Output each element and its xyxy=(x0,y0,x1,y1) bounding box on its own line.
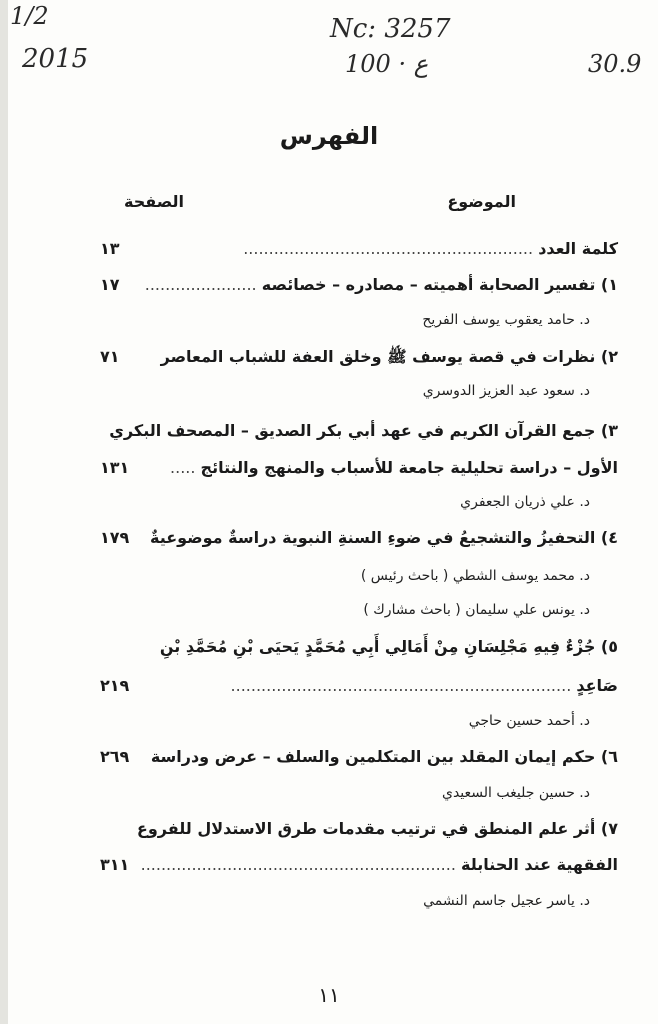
toc-entry-title-continued: الأول – دراسة تحليلية جامعة للأسباب والمنهج والنتائج ..... xyxy=(170,458,618,477)
handwritten-code: 30.9 xyxy=(588,50,642,78)
toc-entry-author: د. حامد يعقوب يوسف الفريح xyxy=(422,312,590,328)
page-title: الفهرس xyxy=(279,122,379,150)
page-number: ١١ xyxy=(318,983,340,1007)
toc-entry-author: د. حسين جليغب السعيدي xyxy=(441,785,590,801)
toc-entry-title-continued: صَاعِدٍ ................................................................... xyxy=(230,676,618,695)
toc-entry-author: د. يونس علي سليمان ( باحث مشارك ) xyxy=(363,602,590,618)
toc-entry-page: ١٧٩ xyxy=(100,528,130,547)
handwritten-note: 1/2 xyxy=(10,2,49,30)
toc-entry-title: كلمة العدد ......................................................... xyxy=(243,239,618,258)
toc-entry-title: ٦) حكم إيمان المقلد بين المتكلمين والسلف – عرض ودراسة xyxy=(150,747,618,766)
toc-entry-title-continued: الفقهية عند الحنابلة .............................................................. xyxy=(140,855,618,874)
toc-entry-page: ٣١١ xyxy=(100,855,130,874)
toc-entry-page: ٢٦٩ xyxy=(100,747,130,766)
header-page: الصفحة xyxy=(124,192,185,211)
toc-entry-page: ١٣١ xyxy=(100,458,130,477)
toc-entry-page: ١٣ xyxy=(100,239,120,258)
handwritten-year: 2015 xyxy=(22,44,89,74)
toc-entry-page: ١٧ xyxy=(100,275,120,294)
toc-entry-title: ١) تفسير الصحابة أهميته – مصادره – خصائصه ...................... xyxy=(144,275,618,294)
toc-entry-page: ٧١ xyxy=(100,347,120,366)
page-edge xyxy=(0,0,8,1024)
toc-entry-title: ٣) جمع القرآن الكريم في عهد أبي بكر الصديق – المصحف البكري xyxy=(109,421,618,440)
toc-entry-author: د. سعود عبد العزيز الدوسري xyxy=(422,383,590,399)
toc-entry-author: د. علي ذريان الجعفري xyxy=(460,494,590,510)
handwritten-volume: 100 · ع xyxy=(345,50,429,78)
toc-entry-author: د. محمد يوسف الشطي ( باحث رئيس ) xyxy=(360,568,590,584)
toc-entry-author: د. أحمد حسين حاجي xyxy=(468,713,590,729)
toc-entry-title: ٢) نظرات في قصة يوسف ﷺ وخلق العفة للشباب المعاصر xyxy=(160,347,618,366)
toc-entry-page: ٢١٩ xyxy=(100,676,130,695)
toc-entry-author: د. ياسر عجيل جاسم النشمي xyxy=(423,893,590,909)
header-topic: الموضوع xyxy=(447,192,516,211)
toc-entry-title: ٧) أثر علم المنطق في ترتيب مقدمات طرق الاستدلال للفروع xyxy=(136,819,618,838)
handwritten-catalog-number: Nc: 3257 xyxy=(330,14,451,44)
toc-entry-title: ٥) جُزْءٌ فِيهِ مَجْلِسَانِ مِنْ أَمَالِي أَبِي مُحَمَّدٍ يَحيَى بْنِ مُحَمَّدِ بْنِ xyxy=(159,637,618,656)
toc-entry-title: ٤) التحفيزُ والتشجيعُ في ضوءِ السنةِ النبوية دراسةٌ موضوعيةٌ xyxy=(149,528,618,547)
